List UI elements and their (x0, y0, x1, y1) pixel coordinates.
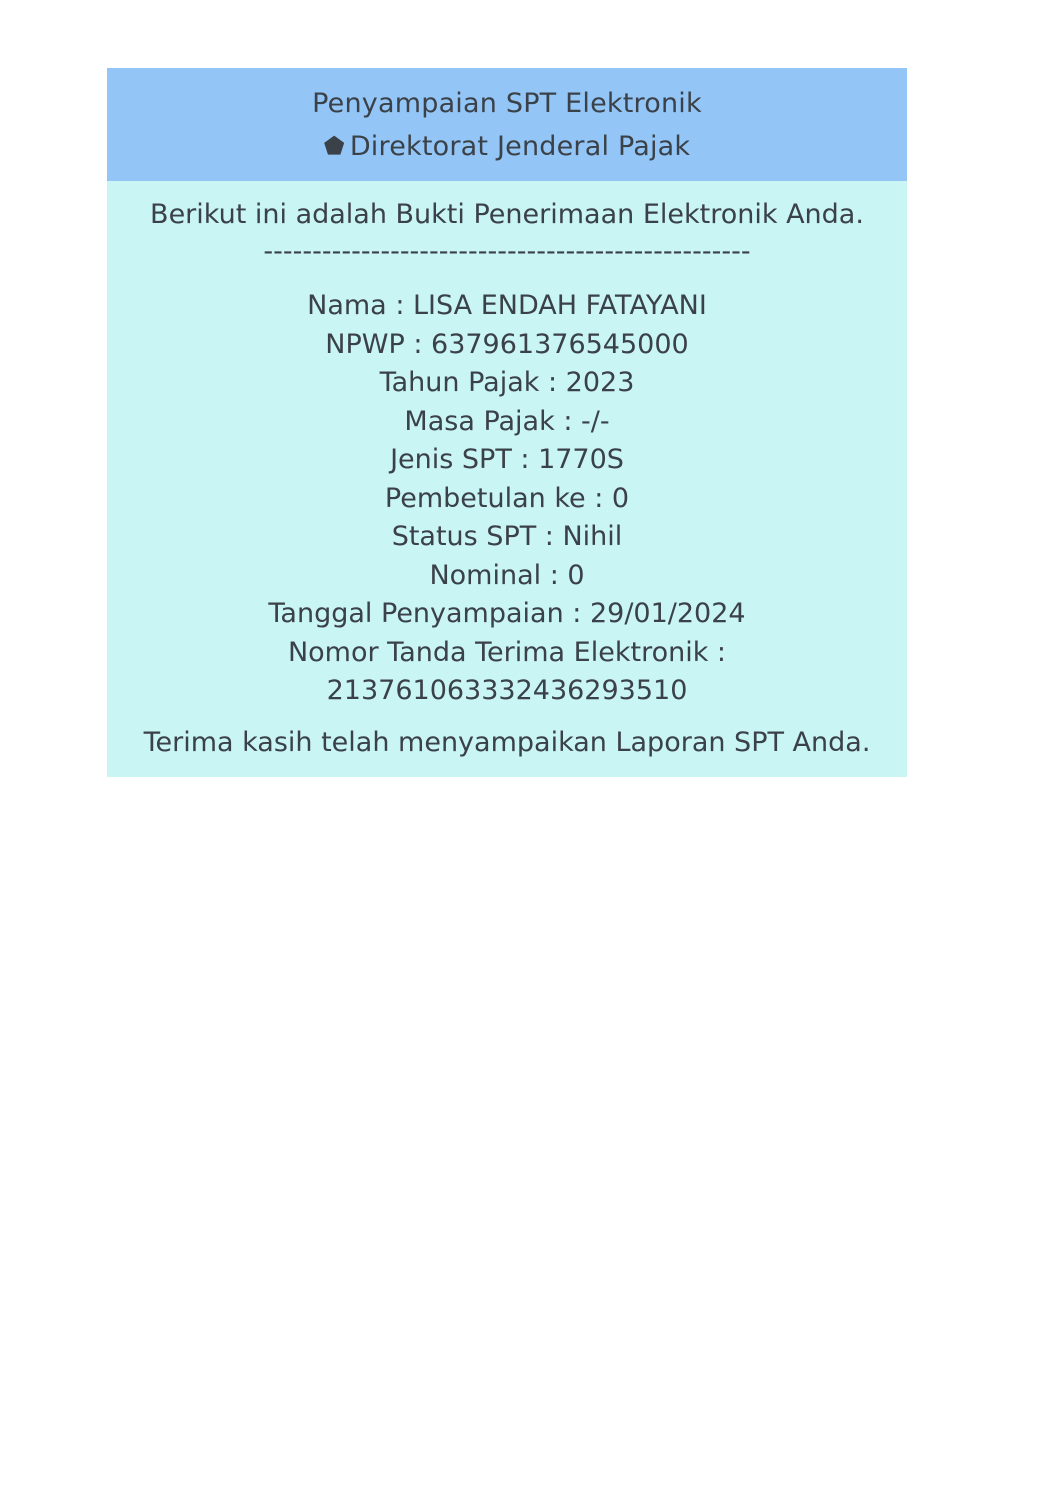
receipt-intro (107, 181, 907, 279)
intro-text: Berikut ini adalah Bukti Penerimaan Elektronik Anda. (150, 199, 864, 230)
receipt-header (107, 68, 907, 181)
detail-line-nomor-tanda-terima-label: Nomor Tanda Terima Elektronik : (287, 636, 727, 668)
detail-line-nominal: Nominal : 0 (429, 559, 585, 591)
detail-line-jenis-spt: Jenis SPT : 1770S (390, 444, 624, 475)
detail-line-nomor-tanda-terima-value: 213761063332436293510 (326, 675, 688, 706)
detail-line-npwp: NPWP : 637961376545000 (325, 328, 689, 360)
diamond-marker-icon: ⬟ (323, 132, 345, 160)
detail-line-tahun-pajak: Tahun Pajak : 2023 (379, 367, 635, 398)
footer-thankyou-text: Terima kasih telah menyampaikan Laporan SPT Anda. (143, 726, 871, 758)
dashed-divider: -------------------------------------------------- (263, 236, 751, 267)
receipt-details (107, 279, 907, 717)
electronic-receipt-card (107, 68, 907, 777)
header-title-line2 (107, 125, 907, 169)
detail-line-status-spt: Status SPT : Nihil (391, 521, 623, 552)
header-title-line1: Penyampaian SPT Elektronik (312, 88, 702, 119)
detail-line-nama: Nama : LISA ENDAH FATAYANI (307, 290, 707, 321)
detail-line-tanggal-penyampaian: Tanggal Penyampaian : 29/01/2024 (268, 598, 746, 629)
detail-line-masa-pajak: Masa Pajak : -/- (404, 405, 610, 437)
detail-line-pembetulan-ke: Pembetulan ke : 0 (384, 482, 630, 514)
receipt-footer (107, 717, 907, 777)
header-title-line2-text: Direktorat Jenderal Pajak (349, 131, 691, 162)
